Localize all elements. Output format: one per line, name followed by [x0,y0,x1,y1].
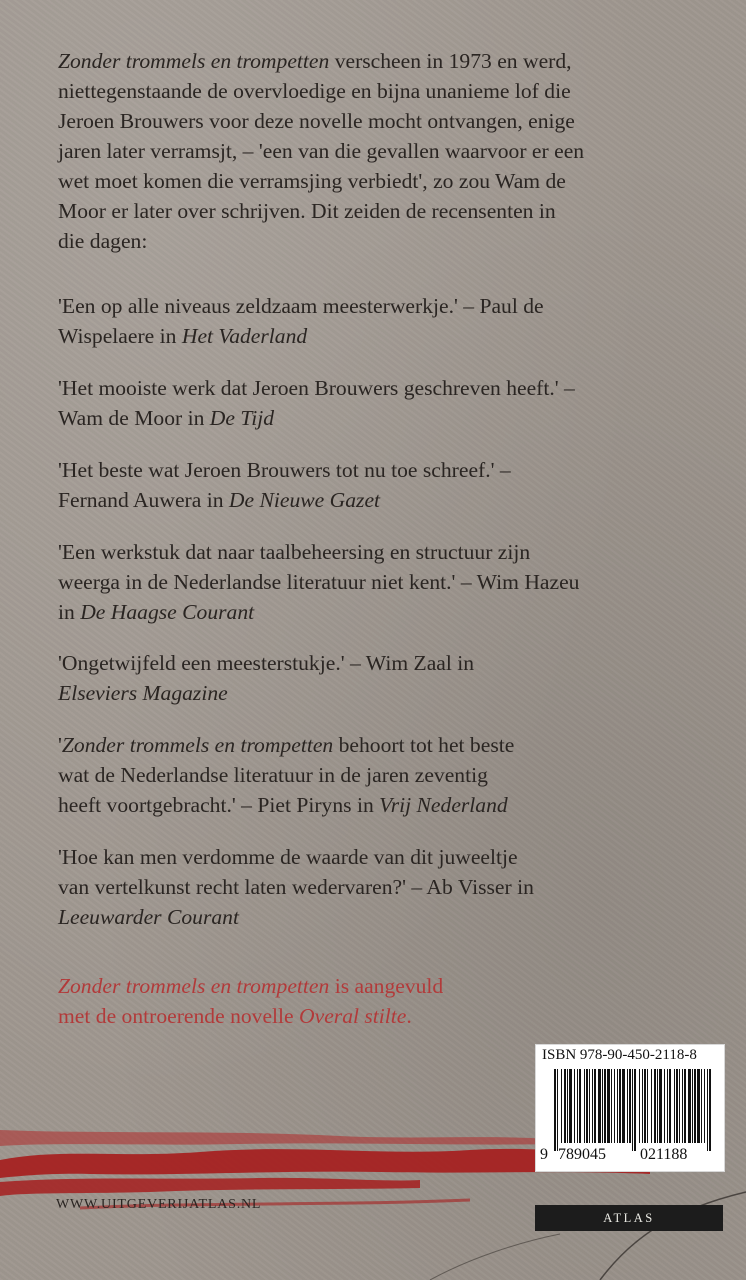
barcode-bar [674,1069,675,1143]
barcode-bar [692,1069,693,1143]
intro-paragraph: Zonder trommels en trompetten verscheen in 1973 en werd, niettegenstaande de overvloedige en bijna unanieme lof die Jeroen Brouwers voor deze novelle mocht ontvangen, enige jaren later verramsjt, – 'een van die gevallen waarvoor er een wet moet komen die verramsjing verbiedt', zo zou Wam de Moor er later over schrijven. Dit zeiden de recensenten in die dagen: [58,49,585,253]
barcode-bar [701,1069,702,1143]
isbn-number: ISBN 978-90-450-2118-8 [542,1047,697,1063]
barcode-bar [694,1069,696,1143]
review-quote: 'Een werkstuk dat naar taalbeheersing en structuur zijn weerga in de Nederlandse literatuur niet kent.' – Wim Hazeu in De Haagse Courant [58,540,580,624]
review-quote: 'Hoe kan men verdomme de waarde van dit juweeltje van vertelkunst recht laten wedervaren?' – Ab Visser in Leeuwarder Courant [58,845,534,929]
barcode-bar [604,1069,606,1143]
barcode-bar [611,1069,612,1143]
barcode-bar [629,1069,631,1143]
quote-source: Het Vaderland [181,324,308,348]
barcode-bar [627,1069,628,1143]
quote-source: De Nieuwe Gazet [228,488,381,512]
quote-source: Leeuwarder Courant [58,905,239,929]
barcode-bar [634,1069,636,1151]
barcode-bar [586,1069,588,1143]
barcode-bar [684,1069,686,1143]
isbn-barcode [535,1044,725,1172]
barcode-bar [632,1069,633,1151]
book-title: Zonder trommels en trompetten [58,49,330,73]
barcode-bar [642,1069,643,1143]
review-quote: 'Zonder trommels en trompetten behoort tot het beste wat de Nederlandse literatuur in de jaren zeventig heeft voortgebracht.' – Piet Piryns in Vrij Nederland [58,733,515,817]
barcode-bar [657,1069,658,1143]
barcode-bars [552,1069,716,1151]
review-quote: 'Ongetwijfeld een meesterstukje.' – Wim Zaal in Elseviers Magazine [58,651,475,705]
book-title: Zonder trommels en trompetten [61,733,334,757]
barcode-bar [594,1069,596,1143]
barcode-bar [644,1069,646,1143]
book-title: Zonder trommels en trompetten [58,974,330,998]
barcode-bar [651,1069,652,1143]
barcode-bar [579,1069,581,1143]
barcode-bar [617,1069,618,1143]
barcode-bar [577,1069,578,1143]
publisher-website[interactable]: WWW.UITGEVERIJATLAS.NL [56,1197,262,1212]
review-quote: 'Een op alle niveaus zeldzaam meesterwerkje.' – Paul de Wispelaere in Het Vaderland [58,294,544,348]
quote-source: Elseviers Magazine [58,681,228,705]
novelle-title: Overal stilte [299,1004,407,1028]
barcode-bar [697,1069,700,1143]
barcode-bar [569,1069,572,1143]
barcode-bar [567,1069,568,1143]
barcode-bar [664,1069,665,1143]
barcode-bar [707,1069,708,1151]
barcode-digits: 9 789045 021188 [540,1146,688,1163]
barcode-bar [592,1069,593,1143]
barcode-bar [614,1069,615,1143]
barcode-bar [709,1069,711,1151]
review-quote: 'Het beste wat Jeroen Brouwers tot nu toe schreef.' – Fernand Auwera in De Nieuwe Gazet [58,458,511,512]
barcode-bar [622,1069,625,1143]
barcode-bar [659,1069,662,1143]
barcode-bar [647,1069,648,1143]
review-quote: 'Het mooiste werk dat Jeroen Brouwers geschreven heeft.' – Wam de Moor in De Tijd [58,376,575,430]
barcode-bar [584,1069,585,1143]
barcode-bar [669,1069,671,1143]
closing-note: Zonder trommels en trompetten is aangevuld met de ontroerende novelle Overal stilte. [58,974,444,1028]
quote-source: Vrij Nederland [379,793,508,817]
barcode-bar [574,1069,575,1143]
quote-source: De Tijd [209,406,274,430]
publisher-logo: ATLAS [535,1205,723,1231]
barcode-bar [654,1069,656,1143]
barcode-bar [682,1069,683,1143]
barcode-bar [676,1069,678,1143]
quote-source: De Haagse Courant [80,600,255,624]
barcode-bar [639,1069,640,1143]
barcode-bar [598,1069,601,1143]
barcode-bar [557,1069,558,1151]
barcode-bar [704,1069,705,1143]
barcode-bar [667,1069,668,1143]
barcode-bar [589,1069,590,1143]
barcode-bar [602,1069,603,1143]
barcode-bar [619,1069,621,1143]
barcode-bar [679,1069,680,1143]
barcode-bar [688,1069,691,1143]
barcode-bar [561,1069,562,1143]
barcode-bar [607,1069,610,1143]
barcode-bar [554,1069,556,1151]
barcode-bar [564,1069,566,1143]
